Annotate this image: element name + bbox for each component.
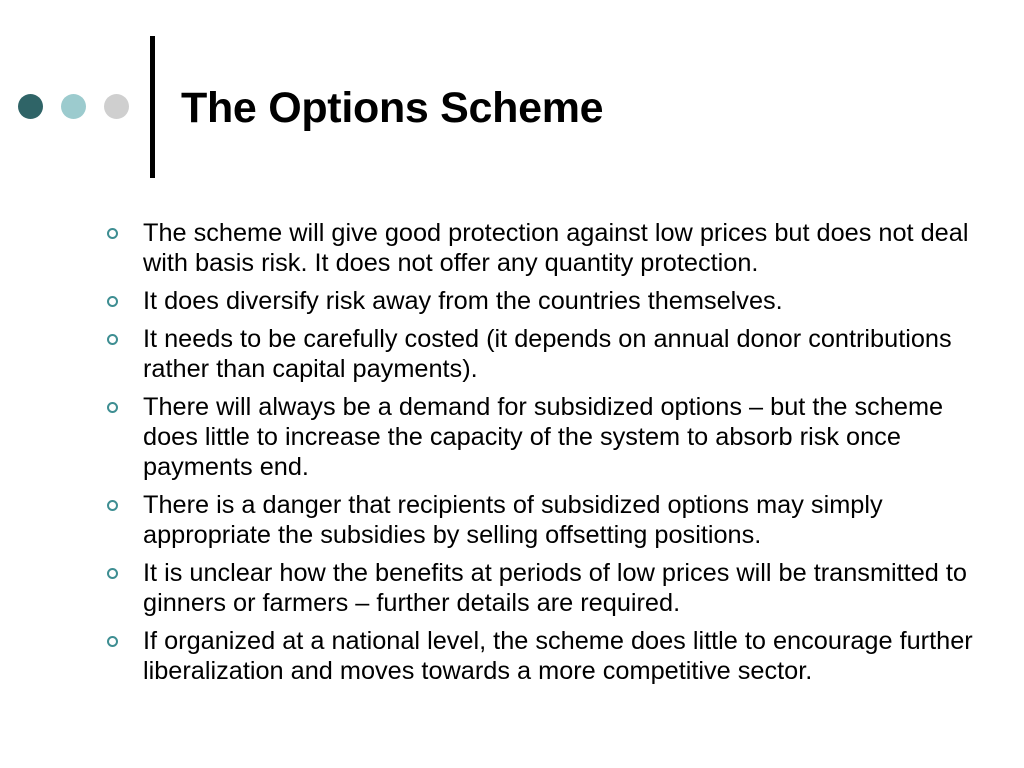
- bullet-text: It is unclear how the benefits at periods of low prices will be transmitted to ginners or farmers – further details are required.: [143, 559, 967, 618]
- bullet-item: [0, 558, 988, 619]
- bullet-item: [0, 490, 988, 551]
- bullet-text: It does diversify risk away from the countries themselves.: [143, 287, 783, 315]
- bullet-text: The scheme will give good protection against low prices but does not deal with basis risk. It does not offer any quantity protection.: [143, 219, 969, 278]
- bullet-ring-icon: [107, 334, 118, 345]
- bullet-text: It needs to be carefully costed (it depends on annual donor contributions rather than capital payments).: [143, 324, 952, 383]
- bullet-ring-icon: [107, 402, 118, 413]
- decor-dot-dark: [18, 94, 43, 119]
- bullet-text: There is a danger that recipients of subsidized options may simply appropriate the subsidies by selling offsetting positions.: [143, 491, 883, 550]
- bullet-ring-icon: [107, 500, 118, 511]
- title-divider: [150, 36, 155, 178]
- bullet-item: [0, 218, 988, 279]
- bullet-text: There will always be a demand for subsidized options – but the scheme does little to increase the capacity of the system to absorb risk once payments end.: [143, 392, 944, 482]
- bullet-ring-icon: [107, 636, 118, 647]
- bullet-item: [0, 392, 988, 483]
- bullet-ring-icon: [107, 568, 118, 579]
- bullet-item: [0, 286, 988, 316]
- bullet-list: [0, 218, 1024, 694]
- bullet-ring-icon: [107, 228, 118, 239]
- bullet-ring-icon: [107, 296, 118, 307]
- bullet-text: If organized at a national level, the scheme does little to encourage further liberalization and moves towards a more competitive sector.: [143, 627, 973, 686]
- slide-title: The Options Scheme: [181, 84, 604, 132]
- decor-dot-grey: [104, 94, 129, 119]
- decor-dot-light: [61, 94, 86, 119]
- bullet-item: [0, 324, 988, 385]
- bullet-item: [0, 626, 988, 687]
